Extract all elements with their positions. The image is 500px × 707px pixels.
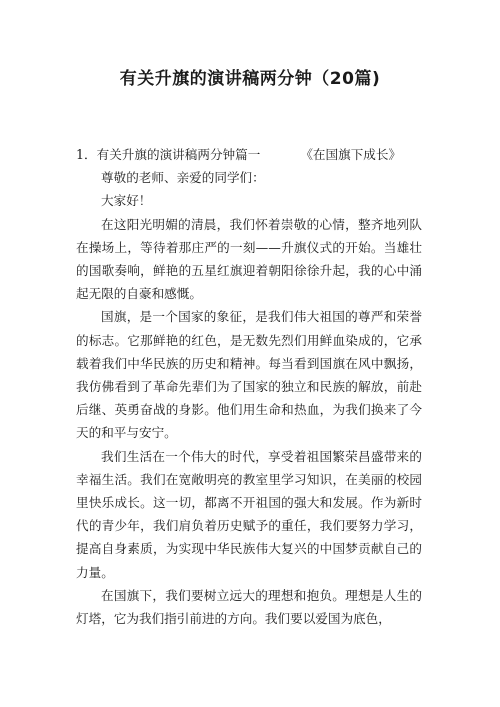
section-heading-line	[76, 143, 422, 166]
section-subtitle: 《在国旗下成长》	[300, 147, 402, 162]
section-heading: 1．有关升旗的演讲稿两分钟篇一	[76, 147, 261, 162]
document-title: 有关升旗的演讲稿两分钟（20篇)	[119, 69, 381, 89]
paragraph: 国旗，是一个国家的象征，是我们伟大祖国的尊严和荣誉的标志。它那鲜艳的红色，是无数先烈们用鲜血染成的，它承载着我们中华民族的历史和精神。每当看到国旗在风中飘扬，我仿佛看到了革命先辈们为了国家的独立和民族的解放，前赴后继、英勇奋战的身影。他们用生命和热血，为我们换来了今天的和平与安宁。	[76, 309, 422, 441]
salutation: 尊敬的老师、亲爱的同学们：	[101, 170, 265, 186]
paragraph: 在国旗下，我们要树立远大的理想和抱负。理想是人生的灯塔，它为我们指引前进的方向。我们要以爱国为底色，	[76, 587, 422, 627]
paragraph: 在这阳光明媚的清晨，我们怀着崇敬的心情，整齐地列队在操场上，等待着那庄严的一刻——升旗仪式的开始。当雄壮的国歌奏响，鲜艳的五星红旗迎着朝阳徐徐升起，我的心中涌起无限的自豪和感慨。	[76, 216, 422, 302]
document-body	[76, 143, 422, 630]
greeting: 大家好！	[101, 193, 152, 209]
paragraph: 我们生活在一个伟大的时代，享受着祖国繁荣昌盛带来的幸福生活。我们在宽敞明亮的教室里学习知识，在美丽的校园里快乐成长。这一切，都离不开祖国的强大和发展。作为新时代的青少年，我们肩负着历史赋予的重任，我们要努力学习，提高自身素质，为实现中华民族伟大复兴的中国梦贡献自己的力量。	[76, 448, 422, 580]
